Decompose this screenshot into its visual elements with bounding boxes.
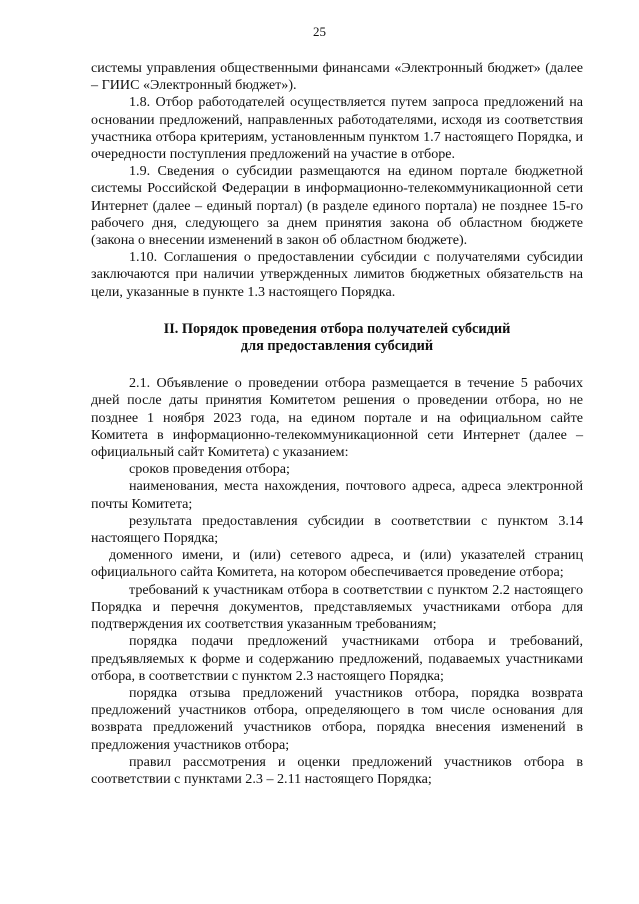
paragraph: доменного имени, и (или) сетевого адреса, и (или) указателей страниц официального сайта Комитета, на котором обеспечивается проведение отбора;: [91, 547, 583, 581]
paragraph: 1.10. Соглашения о предоставлении субсидии с получателями субсидии заключаются при наличии утвержденных лимитов бюджетных обязательств на цели, указанные в пункте 1.3 настоящего Порядка.: [91, 249, 583, 300]
paragraph: правил рассмотрения и оценки предложений участников отбора в соответствии с пунктами 2.3 – 2.11 настоящего Порядка;: [91, 753, 583, 787]
paragraph: сроков проведения отбора;: [129, 461, 290, 478]
paragraph: 2.1. Объявление о проведении отбора размещается в течение 5 рабочих дней после даты принятия Комитетом решения о проведении отбора, но не позднее 1 ноября 2023 года, на едином портале и на официальном сайте Комитета в информационно-телекоммуникационной сети Интернет (далее – официальный сайт Комитета) с указанием:: [91, 375, 583, 461]
paragraph: порядка отзыва предложений участников отбора, порядка возврата предложений участников отбора, определяющего в том числе основания для возврата предложений участников отбора, порядка внесения изменений в предложения участников отбора;: [91, 684, 583, 753]
section-heading-line-1: II. Порядок проведения отбора получателей субсидий: [163, 320, 511, 337]
paragraphs-after-heading: [91, 375, 583, 788]
paragraph: порядка подачи предложений участниками отбора и требований, предъявляемых к форме и содержанию предложений, подаваемых участниками отбора, в соответствии с пунктом 2.3 настоящего Порядка;: [91, 633, 583, 684]
section-heading-line-2: для предоставления субсидий: [240, 338, 434, 355]
paragraph: 1.8. Отбор работодателей осуществляется путем запроса предложений на основании предложений, направленных работодателями, исходя из соответствия участника отбора критериям, установленным пунктом 1.7 настоящего Порядка, и очередности поступления предложений на участие в отборе.: [91, 94, 583, 163]
section-heading: [91, 321, 583, 355]
paragraph: результата предоставления субсидии в соответствии с пунктом 3.14 настоящего Порядка;: [91, 512, 583, 547]
paragraph: наименования, места нахождения, почтового адреса, адреса электронной почты Комитета;: [91, 478, 583, 512]
paragraph: 1.9. Сведения о субсидии размещаются на едином портале бюджетной системы Российской Федерации в информационно-телекоммуникационной сети Интернет (далее – единый портал) (в разделе единого портала) не позднее 15-го рабочего дня, следующего за днем принятия закона об областном бюджете (закона о внесении изменений в закон об областном бюджете).: [91, 163, 583, 249]
paragraph: требований к участникам отбора в соответствии с пунктом 2.2 настоящего Порядка и перечня документов, представляемых участниками отбора для подтверждения их соответствия указанным требованиям;: [91, 581, 583, 633]
page-number: 25: [313, 24, 326, 39]
document-body: [91, 60, 583, 788]
paragraphs-before-heading: [91, 60, 583, 301]
paragraph: системы управления общественными финансами «Электронный бюджет» (далее – ГИИС «Электронный бюджет»).: [91, 60, 583, 94]
